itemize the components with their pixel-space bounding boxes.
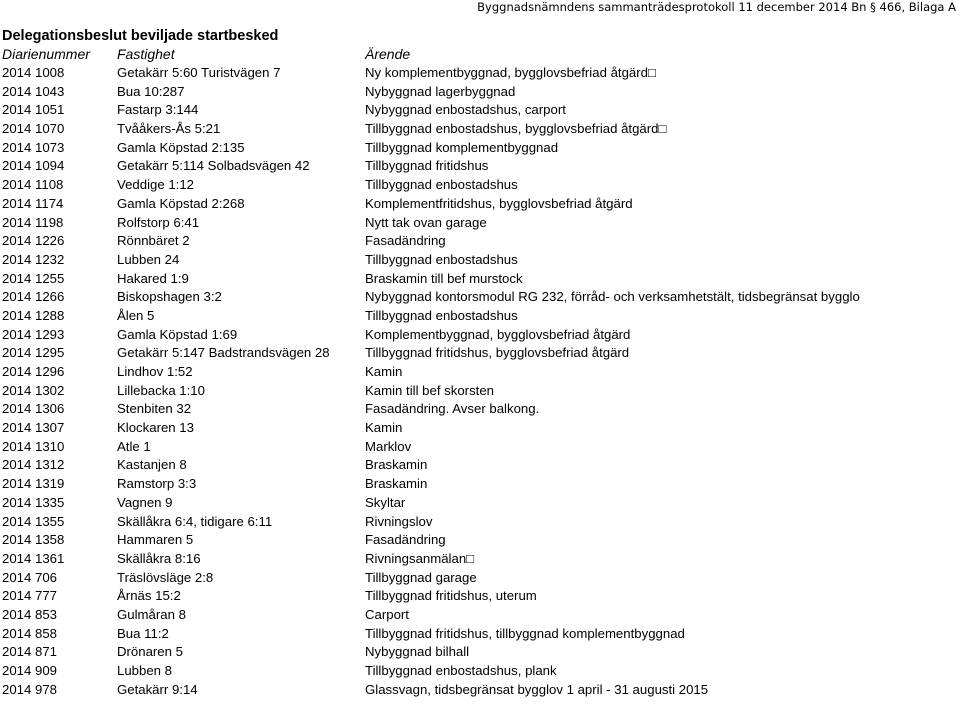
fastighet-cell: Träslövsläge 2:8 [117, 569, 214, 585]
diarienummer-cell: 2014 1226 [2, 233, 65, 249]
table-row [0, 494, 960, 513]
table-row [0, 419, 960, 438]
table-row [0, 288, 960, 307]
arende-cell: Fasadändring [365, 532, 446, 548]
table-row [0, 232, 960, 251]
table-row [0, 251, 960, 270]
diarienummer-cell: 2014 1198 [2, 214, 64, 230]
arende-cell: Tillbyggnad enbostadshus [365, 307, 518, 323]
fastighet-cell: Gamla Köpstad 2:268 [117, 195, 245, 211]
diarienummer-cell: 2014 1295 [2, 345, 65, 361]
diarienummer-cell: 2014 1310 [2, 438, 65, 454]
fastighet-cell: Veddige 1:12 [117, 177, 194, 193]
fastighet-cell: Ramstorp 3:3 [117, 476, 197, 492]
cases-table [0, 45, 960, 699]
fastighet-cell: Bua 10:287 [117, 83, 185, 99]
table-row [0, 269, 960, 288]
table-row [0, 213, 960, 232]
fastighet-cell: Hammaren 5 [117, 532, 194, 548]
diarienummer-cell: 2014 1008 [2, 65, 65, 81]
table-row [0, 624, 960, 643]
diarienummer-cell: 2014 1335 [2, 494, 65, 510]
table-body [0, 64, 960, 699]
arende-cell: Nybyggnad lagerbyggnad [365, 83, 516, 99]
diarienummer-cell: 2014 1043 [2, 83, 65, 99]
table-row [0, 662, 960, 681]
arende-cell: Rivningsanmälan□ [365, 550, 475, 566]
diarienummer-cell: 2014 853 [2, 606, 58, 622]
fastighet-cell: Gamla Köpstad 2:135 [117, 139, 245, 155]
fastighet-cell: Gulmåran 8 [117, 606, 186, 622]
arende-cell: Nybyggnad bilhall [365, 644, 470, 660]
table-row [0, 64, 960, 83]
arende-cell: Fasadändring. Avser balkong. [365, 401, 540, 417]
arende-cell: Braskamin till bef murstock [365, 270, 523, 286]
diarienummer-cell: 2014 1108 [2, 177, 64, 193]
document-title: Delegationsbeslut beviljade startbesked [2, 28, 279, 44]
diarienummer-cell: 2014 1355 [2, 513, 65, 529]
fastighet-cell: Getakärr 5:147 Badstrandsvägen 28 [117, 345, 330, 361]
fastighet-cell: Rolfstorp 6:41 [117, 214, 200, 230]
fastighet-cell: Rönnbäret 2 [117, 233, 190, 249]
fastighet-cell: Tvååkers-Ås 5:21 [117, 121, 221, 137]
fastighet-cell: Lindhov 1:52 [117, 364, 193, 380]
fastighet-cell: Årnäs 15:2 [117, 588, 181, 604]
diarienummer-cell: 2014 1307 [2, 420, 65, 436]
table-row [0, 587, 960, 606]
arende-cell: Tillbyggnad enbostadshus, bygglovsbefriad åtgärd□ [365, 121, 667, 137]
column-header-diarienummer: Diarienummer [2, 46, 90, 63]
arende-cell: Tillbyggnad fritidshus, bygglovsbefriad åtgärd [365, 345, 630, 361]
arende-cell: Braskamin [365, 457, 428, 473]
arende-cell: Nybyggnad kontorsmodul RG 232, förråd- och verksamhetstält, tidsbegränsat bygglo [365, 289, 860, 305]
fastighet-cell: Hakared 1:9 [117, 270, 189, 286]
table-row [0, 643, 960, 662]
arende-cell: Ny komplementbyggnad, bygglovsbefriad åtgärd□ [365, 65, 656, 81]
fastighet-cell: Vagnen 9 [117, 494, 173, 510]
fastighet-cell: Skällåkra 8:16 [117, 550, 201, 566]
table-row [0, 325, 960, 344]
table-row [0, 381, 960, 400]
arende-cell: Braskamin [365, 476, 428, 492]
diarienummer-cell: 2014 1174 [2, 195, 64, 211]
arende-cell: Tillbyggnad enbostadshus [365, 177, 518, 193]
column-header-fastighet: Fastighet [117, 46, 175, 63]
diarienummer-cell: 2014 1296 [2, 364, 65, 380]
diarienummer-cell: 2014 1051 [2, 102, 65, 118]
diarienummer-cell: 2014 871 [2, 644, 58, 660]
fastighet-cell: Lubben 24 [117, 251, 180, 267]
arende-cell: Marklov [365, 438, 412, 454]
column-header-arende: Ärende [365, 46, 411, 63]
table-row [0, 344, 960, 363]
arende-cell: Tillbyggnad enbostadshus, plank [365, 663, 557, 679]
table-row [0, 82, 960, 101]
diarienummer-cell: 2014 1312 [2, 457, 65, 473]
fastighet-cell: Kastanjen 8 [117, 457, 187, 473]
table-row [0, 680, 960, 699]
diarienummer-cell: 2014 1306 [2, 401, 65, 417]
arende-cell: Nytt tak ovan garage [365, 214, 487, 230]
fastighet-cell: Lillebacka 1:10 [117, 382, 205, 398]
table-row [0, 437, 960, 456]
arende-cell: Skyltar [365, 494, 406, 510]
table-row [0, 606, 960, 625]
diarienummer-cell: 2014 978 [2, 681, 58, 697]
fastighet-cell: Ålen 5 [117, 307, 155, 323]
table-row [0, 307, 960, 326]
arende-cell: Nybyggnad enbostadshus, carport [365, 102, 566, 118]
arende-cell: Komplementbyggnad, bygglovsbefriad åtgärd [365, 326, 631, 342]
table-row [0, 512, 960, 531]
arende-cell: Tillbyggnad enbostadshus [365, 251, 518, 267]
diarienummer-cell: 2014 1288 [2, 307, 65, 323]
fastighet-cell: Getakärr 5:114 Solbadsvägen 42 [117, 158, 310, 174]
fastighet-cell: Gamla Köpstad 1:69 [117, 326, 238, 342]
fastighet-cell: Atle 1 [117, 438, 151, 454]
fastighet-cell: Klockaren 13 [117, 420, 194, 436]
diarienummer-cell: 2014 1361 [2, 550, 65, 566]
fastighet-cell: Skällåkra 6:4, tidigare 6:11 [117, 513, 273, 529]
table-row [0, 456, 960, 475]
table-row [0, 101, 960, 120]
arende-cell: Kamin [365, 420, 403, 436]
fastighet-cell: Getakärr 5:60 Turistvägen 7 [117, 65, 281, 81]
arende-cell: Tillbyggnad fritidshus, tillbyggnad komplementbyggnad [365, 625, 685, 641]
diarienummer-cell: 2014 1255 [2, 270, 65, 286]
fastighet-cell: Biskopshagen 3:2 [117, 289, 222, 305]
diarienummer-cell: 2014 777 [2, 588, 58, 604]
table-row [0, 157, 960, 176]
diarienummer-cell: 2014 1094 [2, 158, 65, 174]
arende-cell: Glassvagn, tidsbegränsat bygglov 1 april - 31 augusti 2015 [365, 681, 709, 697]
protocol-header: Byggnadsnämndens sammanträdesprotokoll 11 december 2014 Bn § 466, Bilaga A [477, 0, 956, 14]
arende-cell: Komplementfritidshus, bygglovsbefriad åtgärd [365, 195, 633, 211]
fastighet-cell: Drönaren 5 [117, 644, 183, 660]
table-row [0, 475, 960, 494]
diarienummer-cell: 2014 858 [2, 625, 58, 641]
table-row [0, 195, 960, 214]
table-row [0, 550, 960, 569]
table-row [0, 120, 960, 139]
arende-cell: Kamin till bef skorsten [365, 382, 494, 398]
arende-cell: Rivningslov [365, 513, 433, 529]
table-row [0, 568, 960, 587]
table-row [0, 363, 960, 382]
arende-cell: Tillbyggnad komplementbyggnad [365, 139, 559, 155]
table-row [0, 176, 960, 195]
fastighet-cell: Stenbiten 32 [117, 401, 192, 417]
diarienummer-cell: 2014 1358 [2, 532, 65, 548]
arende-cell: Tillbyggnad fritidshus, uterum [365, 588, 537, 604]
diarienummer-cell: 2014 1232 [2, 251, 65, 267]
diarienummer-cell: 2014 1266 [2, 289, 65, 305]
diarienummer-cell: 2014 1070 [2, 121, 65, 137]
diarienummer-cell: 2014 1302 [2, 382, 65, 398]
table-row [0, 400, 960, 419]
fastighet-cell: Getakärr 9:14 [117, 681, 198, 697]
diarienummer-cell: 2014 1319 [2, 476, 65, 492]
diarienummer-cell: 2014 706 [2, 569, 58, 585]
arende-cell: Kamin [365, 364, 403, 380]
arende-cell: Tillbyggnad garage [365, 569, 477, 585]
table-row [0, 531, 960, 550]
arende-cell: Tillbyggnad fritidshus [365, 158, 489, 174]
arende-cell: Fasadändring [365, 233, 446, 249]
diarienummer-cell: 2014 909 [2, 663, 58, 679]
fastighet-cell: Bua 11:2 [117, 625, 169, 641]
table-header-row [0, 45, 960, 64]
fastighet-cell: Lubben 8 [117, 663, 173, 679]
diarienummer-cell: 2014 1293 [2, 326, 65, 342]
table-row [0, 138, 960, 157]
arende-cell: Carport [365, 606, 409, 622]
diarienummer-cell: 2014 1073 [2, 139, 65, 155]
fastighet-cell: Fastarp 3:144 [117, 102, 199, 118]
